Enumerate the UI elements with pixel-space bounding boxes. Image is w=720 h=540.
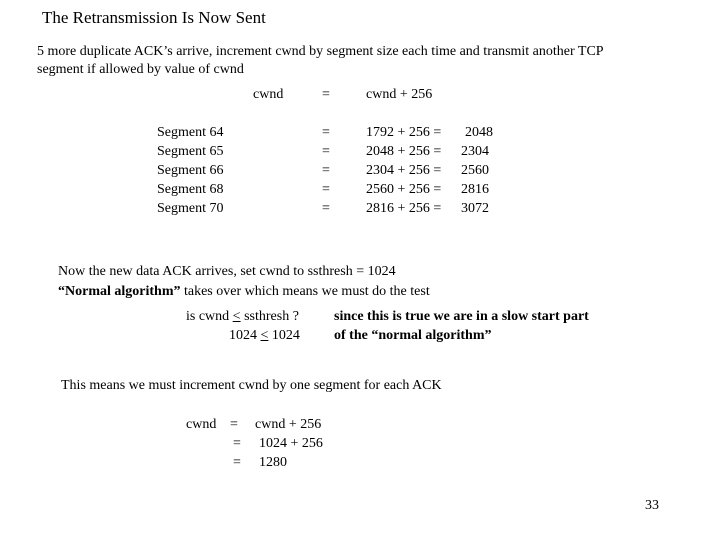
test-line-2 (229, 326, 300, 345)
segment-result: 2560 (461, 163, 489, 178)
segment-expression: 1792 + 256 = (366, 125, 442, 140)
slow-start-note-2: of the “normal algorithm” (334, 328, 492, 343)
segment-equals: = (322, 201, 330, 216)
segment-expression: 2816 + 256 = (366, 201, 442, 216)
segment-label: Segment 66 (157, 163, 224, 178)
segment-result: 2816 (461, 182, 489, 197)
calc-rhs: 1280 (259, 455, 287, 470)
formula-equals: = (322, 87, 330, 102)
segment-expression: 2048 + 256 = (366, 144, 442, 159)
intro-line-2: segment if allowed by value of cwnd (37, 62, 244, 77)
segment-result: 2048 (465, 125, 493, 140)
normal-algorithm-label: “Normal algorithm” (58, 284, 181, 299)
calc-lhs: cwnd (186, 417, 217, 432)
segment-label: Segment 65 (157, 144, 224, 159)
slide-title: The Retransmission Is Now Sent (42, 8, 266, 27)
formula-lhs: cwnd (253, 87, 284, 102)
increment-note: This means we must increment cwnd by one segment for each ACK (61, 378, 442, 393)
less-or-equal-sign: < (232, 309, 241, 324)
less-or-equal-sign: < (260, 328, 269, 343)
segment-equals: = (322, 182, 330, 197)
test-line-1-pre: is cwnd (186, 309, 233, 324)
segment-equals: = (322, 144, 330, 159)
test-line-1 (186, 307, 299, 326)
slow-start-note-1: since this is true we are in a slow start part (334, 309, 589, 324)
segment-result: 2304 (461, 144, 489, 159)
new-ack-line-2-rest: takes over which means we must do the test (180, 284, 430, 299)
segment-expression: 2304 + 256 = (366, 163, 442, 178)
segment-label: Segment 64 (157, 125, 224, 140)
new-ack-line-1: Now the new data ACK arrives, set cwnd to ssthresh = 1024 (58, 264, 396, 279)
page-number: 33 (645, 498, 659, 513)
calc-equals: = (230, 417, 238, 432)
calc-equals: = (233, 436, 241, 451)
new-ack-line-2 (58, 282, 430, 301)
segment-expression: 2560 + 256 = (366, 182, 442, 197)
segment-result: 3072 (461, 201, 489, 216)
segment-equals: = (322, 163, 330, 178)
segment-label: Segment 70 (157, 201, 224, 216)
test-line-2-pre: 1024 (229, 328, 261, 343)
calc-equals: = (233, 455, 241, 470)
test-line-1-post: ssthresh ? (240, 309, 299, 324)
segment-equals: = (322, 125, 330, 140)
test-line-2-post: 1024 (268, 328, 300, 343)
intro-line-1: 5 more duplicate ACK’s arrive, increment cwnd by segment size each time and transmit another TCP (37, 44, 604, 59)
formula-rhs: cwnd + 256 (366, 87, 433, 102)
segment-label: Segment 68 (157, 182, 224, 197)
calc-rhs: cwnd + 256 (255, 417, 322, 432)
calc-rhs: 1024 + 256 (259, 436, 323, 451)
